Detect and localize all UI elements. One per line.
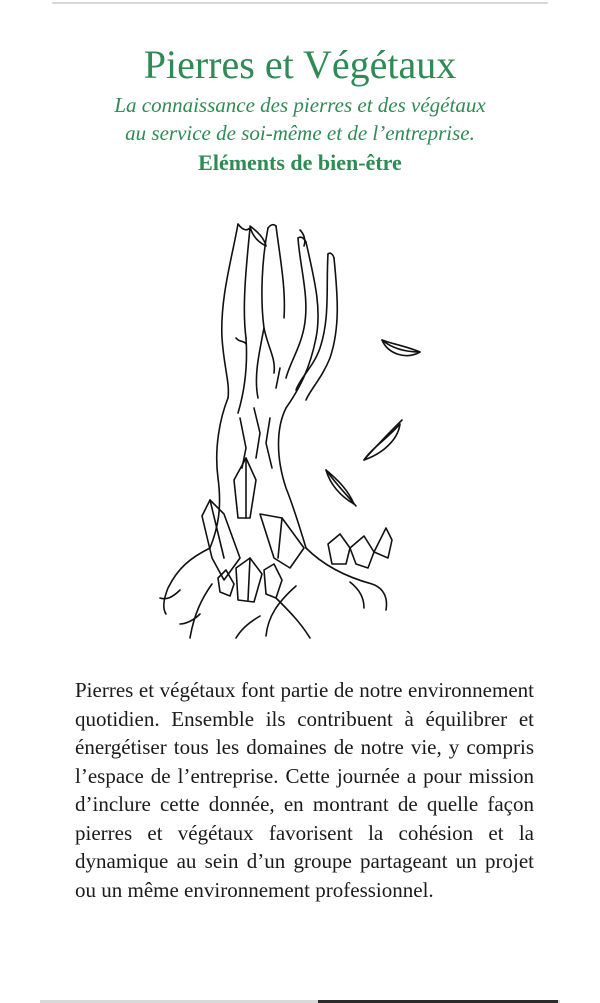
description-paragraph: Pierres et végétaux font partie de notre environnement quotidien. Ensemble ils contribuent à équilibrer et énergétiser tous les domaines de notre vie, y compris l’espace de l’entreprise. Cette journée a pour mission d’inclure cette donnée, en montrant de quelle façon pierres et végétaux favorisent la cohésion et la dynamique au sein d’un groupe partageant un projet ou un même environnement professionnel. bbox=[75, 678, 534, 902]
tree-with-crystals-icon bbox=[150, 218, 470, 648]
page-title: Pierres et Végétaux bbox=[143, 42, 457, 87]
top-divider bbox=[52, 2, 548, 4]
page-header bbox=[0, 40, 600, 178]
subtitle-line-2: au service de soi-même et de l’entreprise. bbox=[125, 121, 475, 145]
subtitle-line-1: La connaissance des pierres et des végétaux bbox=[114, 93, 486, 117]
tree-crystals-illustration bbox=[150, 218, 470, 648]
section-title: Eléments de bien-être bbox=[198, 150, 402, 175]
